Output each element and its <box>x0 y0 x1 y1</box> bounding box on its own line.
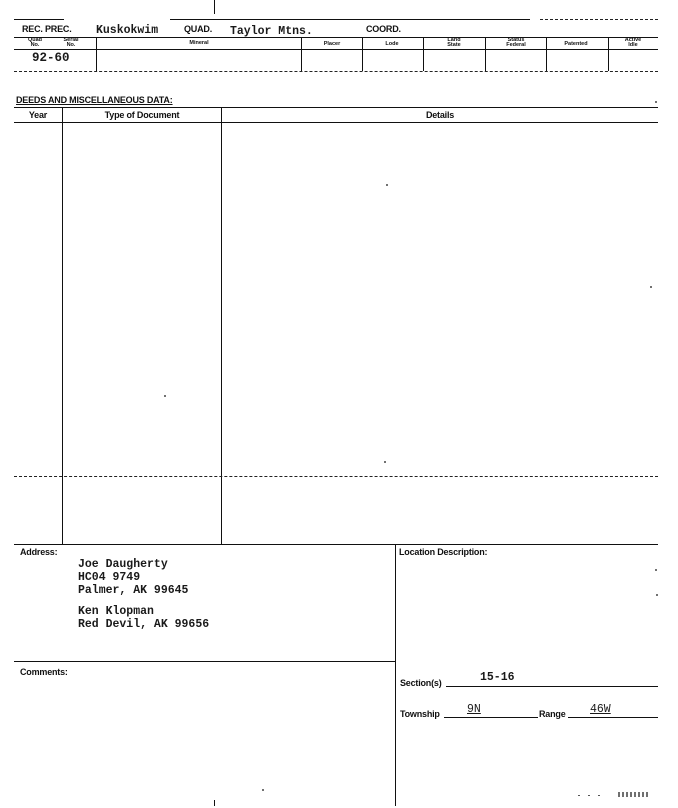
col-serial-no: Serial No. <box>63 37 79 48</box>
speck <box>262 789 264 791</box>
address-location-divider <box>395 544 396 806</box>
col-active-idle: Active Idle <box>624 37 642 48</box>
speck <box>384 461 386 463</box>
location-label: Location Description: <box>399 547 488 557</box>
col-divider <box>608 37 609 71</box>
comments-top-rule <box>14 661 395 662</box>
deeds-dashed-rule <box>14 476 658 477</box>
deeds-top-rule <box>14 107 658 108</box>
speck <box>386 184 388 186</box>
col-divider <box>301 37 302 71</box>
deeds-divider-type <box>221 107 222 544</box>
col-divider <box>362 37 363 71</box>
deeds-header-rule <box>14 122 658 123</box>
address-line: Ken Klopman <box>78 605 154 618</box>
col-divider <box>485 37 486 71</box>
col-placer: Placer <box>323 41 341 47</box>
coord-label: COORD. <box>366 24 401 34</box>
deeds-bottom-rule <box>14 544 658 545</box>
address-line: Red Devil, AK 99656 <box>78 618 210 631</box>
speck <box>650 286 652 288</box>
sections-label: Section(s) <box>400 678 442 688</box>
deeds-divider-year <box>62 107 63 544</box>
col-divider <box>423 37 424 71</box>
deeds-col-year: Year <box>28 110 48 120</box>
township-label: Township <box>400 709 440 719</box>
township-value: 9N <box>467 703 481 716</box>
header-rule-3 <box>14 49 658 50</box>
col-land-state: Land State <box>447 37 461 48</box>
quad-label: QUAD. <box>184 24 212 34</box>
range-underline <box>568 717 658 718</box>
col-divider <box>96 37 97 71</box>
col-patented: Patented <box>564 41 588 47</box>
col-divider <box>546 37 547 71</box>
col-mineral: Mineral <box>189 40 209 46</box>
deeds-col-type: Type of Document <box>104 110 180 120</box>
speck <box>655 569 657 571</box>
address-line: Palmer, AK 99645 <box>78 584 189 597</box>
deeds-col-details: Details <box>425 110 455 120</box>
rec-prec-value: Kuskokwim <box>96 24 159 37</box>
address-line: Joe Daugherty <box>78 558 168 571</box>
header-top-rule-dashed <box>540 19 658 20</box>
speck <box>656 594 658 596</box>
range-label: Range <box>539 709 566 719</box>
range-value: 46W <box>590 703 611 716</box>
sections-value: 15-16 <box>480 671 515 684</box>
scan-artifact <box>578 792 658 798</box>
record-row-rule <box>14 71 658 72</box>
speck <box>655 101 657 103</box>
col-quad-no: Quad No. <box>27 37 43 48</box>
comments-label: Comments: <box>20 667 68 677</box>
rec-prec-label: REC. PREC. <box>22 24 72 34</box>
address-label: Address: <box>20 547 58 557</box>
township-underline <box>444 717 538 718</box>
bottom-tick <box>214 800 215 806</box>
col-lode: Lode <box>385 41 399 47</box>
header-top-rule <box>170 19 530 20</box>
address-line: HC04 9749 <box>78 571 141 584</box>
speck <box>164 395 166 397</box>
header-rule-2 <box>14 37 658 38</box>
header-top-rule-left <box>14 19 64 20</box>
quad-value: Taylor Mtns. <box>230 25 313 38</box>
deeds-section-title: DEEDS AND MISCELLANEOUS DATA: <box>16 95 173 105</box>
address-block-2 <box>78 605 209 631</box>
address-block-1 <box>78 558 188 597</box>
top-tick <box>214 0 215 14</box>
col-status-federal: Status Federal <box>506 37 526 48</box>
quad-no-value: 92-60 <box>32 51 70 65</box>
sections-underline <box>446 686 658 687</box>
